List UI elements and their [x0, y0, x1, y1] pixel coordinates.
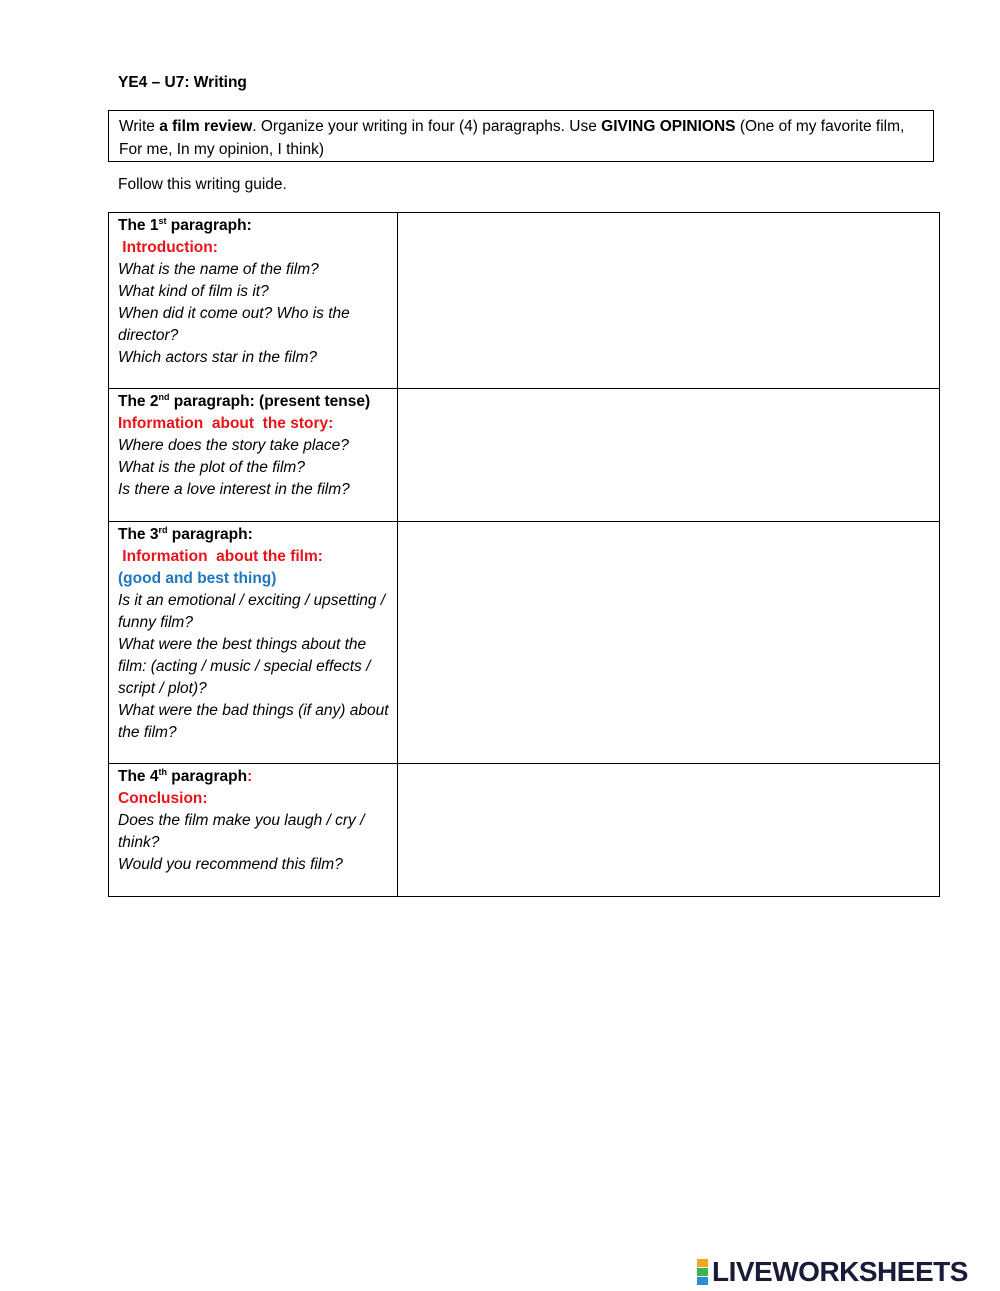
- instruction-bold-film-review: a film review: [159, 118, 253, 135]
- paragraph-heading: The 3rd paragraph:: [118, 524, 253, 543]
- logo-block: [697, 1259, 708, 1267]
- guide-question: Would you recommend this film?: [118, 856, 343, 873]
- guide-question: What is the plot of the film?: [118, 459, 305, 476]
- logo-blocks-icon: [697, 1259, 708, 1285]
- paragraph-1-guide: [109, 213, 398, 389]
- guide-question: Does the film make you laugh / cry / think?: [118, 812, 365, 851]
- instruction-mid: . Organize your writing in four (4) paragraphs. Use: [252, 118, 602, 135]
- logo-block: [697, 1268, 708, 1276]
- liveworksheets-logo: [697, 1256, 968, 1288]
- instruction-bold-giving-opinions: GIVING OPINIONS: [601, 118, 736, 135]
- guide-question: Where does the story take place?: [118, 437, 349, 454]
- logo-block: [697, 1277, 708, 1285]
- section-sublabel: (good and best thing): [118, 570, 277, 587]
- paragraph-1-answer-area[interactable]: [398, 213, 940, 389]
- guide-question: Is it an emotional / exciting / upsetting / funny film?: [118, 592, 386, 631]
- guide-question: What were the best things about the film: (acting / music / special effects / script / plot)?: [118, 636, 371, 697]
- follow-guide-text: Follow this writing guide.: [118, 176, 287, 193]
- guide-question: What were the bad things (if any) about the film?: [118, 702, 389, 741]
- paragraph-3-guide: [109, 522, 398, 764]
- table-row: [109, 213, 940, 389]
- paragraph-2-guide: [109, 389, 398, 522]
- guide-question: What is the name of the film?: [118, 261, 319, 278]
- paragraph-4-guide: [109, 764, 398, 897]
- guide-question: Is there a love interest in the film?: [118, 481, 350, 498]
- section-label: Information about the story:: [118, 415, 334, 432]
- logo-text: LIVEWORKSHEETS: [712, 1256, 968, 1287]
- paragraph-heading: The 2nd paragraph: (present tense): [118, 391, 371, 410]
- paragraph-2-answer-area[interactable]: [398, 389, 940, 522]
- paragraph-4-answer-area[interactable]: [398, 764, 940, 897]
- section-label: Conclusion:: [118, 790, 208, 807]
- instruction-post: (One of my favorite film, For me, In my opinion, I think): [119, 118, 905, 158]
- table-row: [109, 522, 940, 764]
- guide-question: Which actors star in the film?: [118, 349, 317, 366]
- paragraph-heading: The 4th paragraph:: [118, 766, 253, 785]
- writing-guide-table: [108, 212, 940, 897]
- instruction-box: [108, 110, 934, 162]
- guide-question: When did it come out? Who is the director?: [118, 305, 350, 344]
- worksheet-title: YE4 – U7: Writing: [118, 74, 247, 91]
- section-label: Information about the film:: [118, 548, 323, 565]
- table-row: [109, 764, 940, 897]
- table-row: [109, 389, 940, 522]
- guide-question: What kind of film is it?: [118, 283, 269, 300]
- paragraph-3-answer-area[interactable]: [398, 522, 940, 764]
- paragraph-heading: The 1st paragraph:: [118, 215, 252, 234]
- instruction-pre: Write: [119, 118, 160, 135]
- section-label: Introduction:: [118, 239, 218, 256]
